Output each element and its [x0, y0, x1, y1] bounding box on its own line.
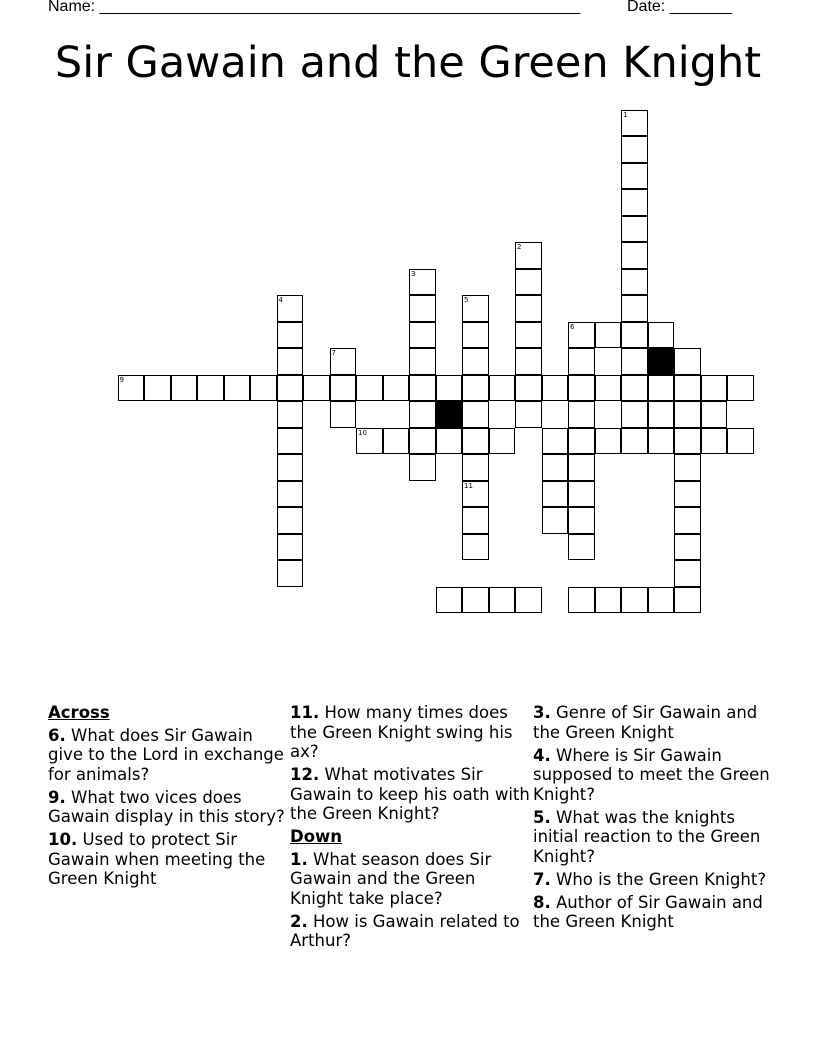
grid-cell[interactable] [277, 560, 304, 587]
grid-cell[interactable] [727, 428, 754, 455]
clue-number-label: 3 [411, 269, 416, 278]
grid-cell[interactable] [568, 534, 595, 561]
grid-cell[interactable] [701, 375, 728, 402]
clue-number-label: 1 [623, 110, 628, 119]
grid-cell[interactable] [144, 375, 171, 402]
grid-cell[interactable] [648, 322, 675, 349]
grid-cell[interactable] [462, 295, 489, 322]
grid-cell[interactable] [409, 322, 436, 349]
grid-cell[interactable] [515, 587, 542, 614]
across-heading: Across [48, 703, 110, 722]
across-clue-10 [48, 830, 288, 889]
grid-cell[interactable] [568, 348, 595, 375]
clue-number: 1. [290, 849, 308, 869]
grid-cell[interactable] [409, 295, 436, 322]
grid-cell[interactable] [462, 454, 489, 481]
down-heading: Down [290, 827, 343, 846]
date-field-line: Date: _______ [627, 0, 732, 15]
clue-text: What was the knights initial reaction to the Green Knight? [533, 807, 761, 866]
grid-cell[interactable] [277, 454, 304, 481]
grid-cell[interactable] [621, 295, 648, 322]
grid-cell[interactable] [674, 348, 701, 375]
grid-cell[interactable] [489, 375, 516, 402]
clue-column-1 [48, 703, 288, 892]
grid-cell[interactable] [568, 481, 595, 508]
grid-cell[interactable] [224, 375, 251, 402]
grid-cell[interactable] [674, 401, 701, 428]
grid-cell[interactable] [674, 587, 701, 614]
grid-cell[interactable] [462, 322, 489, 349]
clue-number: 3. [533, 703, 551, 722]
grid-cell[interactable] [621, 587, 648, 614]
clue-text: What motivates Sir Gawain to keep his oath with the Green Knight? [290, 765, 530, 823]
black-cell [648, 348, 675, 375]
grid-cell[interactable] [568, 375, 595, 402]
grid-cell[interactable] [436, 428, 463, 455]
grid-cell[interactable] [674, 454, 701, 481]
grid-cell[interactable] [489, 428, 516, 455]
grid-cell[interactable] [462, 534, 489, 561]
clue-text: Used to protect Sir Gawain when meeting the Green Knight [48, 830, 266, 888]
grid-cell[interactable] [727, 375, 754, 402]
grid-cell[interactable] [621, 322, 648, 349]
name-field-line: Name: ______________________________________________________ [48, 0, 581, 15]
grid-cell[interactable] [621, 348, 648, 375]
grid-cell[interactable] [515, 242, 542, 269]
grid-cell[interactable] [674, 507, 701, 534]
grid-cell[interactable] [277, 534, 304, 561]
grid-cell[interactable] [250, 375, 277, 402]
grid-cell[interactable] [356, 428, 383, 455]
grid-cell[interactable] [621, 428, 648, 455]
clue-number: 6. [48, 725, 66, 745]
grid-cell[interactable] [542, 481, 569, 508]
clue-text: What two vices does Gawain display in this story? [48, 787, 285, 826]
grid-cell[interactable] [542, 507, 569, 534]
across-clue-6 [48, 726, 288, 785]
clue-text: How is Gawain related to Arthur? [290, 911, 520, 950]
grid-cell[interactable] [542, 428, 569, 455]
across-clue-12 [290, 765, 530, 824]
grid-cell[interactable] [542, 454, 569, 481]
grid-cell[interactable] [409, 269, 436, 296]
grid-cell[interactable] [277, 481, 304, 508]
grid-cell[interactable] [277, 507, 304, 534]
grid-cell[interactable] [330, 375, 357, 402]
down-clue-3 [533, 703, 773, 742]
clue-number: 10. [48, 830, 78, 849]
grid-cell[interactable] [621, 242, 648, 269]
grid-cell[interactable] [515, 322, 542, 349]
down-clue-5 [533, 808, 773, 867]
clue-column-2 [290, 703, 530, 954]
grid-cell[interactable] [383, 428, 410, 455]
grid-cell[interactable] [568, 428, 595, 455]
grid-cell[interactable] [648, 587, 675, 614]
down-clue-7 [533, 870, 773, 890]
grid-cell[interactable] [701, 428, 728, 455]
down-clue-2 [290, 912, 530, 951]
clue-number: 8. [533, 892, 551, 912]
grid-cell[interactable] [383, 375, 410, 402]
clue-number: 12. [290, 765, 320, 784]
grid-cell[interactable] [568, 454, 595, 481]
grid-cell[interactable] [515, 348, 542, 375]
grid-cell[interactable] [330, 348, 357, 375]
grid-cell[interactable] [568, 322, 595, 349]
grid-cell[interactable] [621, 189, 648, 216]
clue-number: 11. [290, 703, 320, 722]
grid-cell[interactable] [436, 375, 463, 402]
clue-text: Author of Sir Gawain and the Green Knight [533, 892, 763, 931]
grid-cell[interactable] [701, 401, 728, 428]
grid-cell[interactable] [674, 534, 701, 561]
grid-cell[interactable] [436, 587, 463, 614]
grid-cell[interactable] [621, 136, 648, 163]
clue-number-label: 4 [278, 296, 283, 304]
grid-cell[interactable] [277, 348, 304, 375]
grid-cell[interactable] [568, 587, 595, 614]
clue-text: Where is Sir Gawain supposed to meet the Green Knight? [533, 745, 770, 804]
across-clue-9 [48, 788, 288, 827]
grid-cell[interactable] [489, 587, 516, 614]
grid-cell[interactable] [462, 428, 489, 455]
grid-cell[interactable] [515, 375, 542, 402]
grid-cell[interactable] [277, 401, 304, 428]
grid-cell[interactable] [197, 375, 224, 402]
grid-cell[interactable] [568, 507, 595, 534]
grid-cell[interactable] [542, 375, 569, 402]
grid-cell[interactable] [595, 375, 622, 402]
grid-cell[interactable] [277, 322, 304, 349]
grid-cell[interactable] [462, 481, 489, 508]
grid-cell[interactable] [621, 269, 648, 296]
grid-cell[interactable] [409, 348, 436, 375]
grid-cell[interactable] [621, 163, 648, 190]
grid-cell[interactable] [595, 322, 622, 349]
clue-number: 7. [533, 869, 551, 889]
clue-number-label: 6 [570, 322, 575, 331]
clue-number-label: 7 [331, 349, 336, 357]
grid-cell[interactable] [462, 375, 489, 402]
grid-cell[interactable] [356, 375, 383, 402]
clue-number: 4. [533, 745, 551, 765]
grid-cell[interactable] [462, 587, 489, 614]
down-clue-4 [533, 746, 773, 805]
grid-cell[interactable] [515, 269, 542, 296]
clue-number-label: 11 [464, 481, 473, 490]
grid-cell[interactable] [409, 401, 436, 428]
clue-number: 2. [290, 911, 308, 931]
grid-cell[interactable] [648, 428, 675, 455]
clue-number-label: 2 [517, 243, 522, 251]
grid-cell[interactable] [409, 454, 436, 481]
grid-cell[interactable] [674, 428, 701, 455]
down-clue-8 [533, 893, 773, 932]
clue-number-label: 10 [358, 428, 367, 437]
down-clue-1 [290, 850, 530, 909]
grid-cell[interactable] [595, 587, 622, 614]
clue-text: What does Sir Gawain give to the Lord in exchange for animals? [48, 725, 284, 784]
grid-cell[interactable] [568, 401, 595, 428]
grid-cell[interactable] [621, 375, 648, 402]
grid-cell[interactable] [621, 401, 648, 428]
clue-number-label: 5 [464, 296, 469, 304]
clue-number-label: 9 [119, 375, 124, 384]
clue-text: Genre of Sir Gawain and the Green Knight [533, 703, 758, 742]
clue-column-3 [533, 703, 773, 935]
grid-cell[interactable] [330, 401, 357, 428]
clue-number: 9. [48, 787, 66, 807]
clue-text: How many times does the Green Knight swing his ax? [290, 703, 513, 761]
grid-cell[interactable] [409, 375, 436, 402]
grid-cell[interactable] [621, 110, 648, 137]
grid-cell[interactable] [277, 428, 304, 455]
grid-cell[interactable] [674, 560, 701, 587]
grid-cell[interactable] [303, 375, 330, 402]
grid-cell[interactable] [277, 295, 304, 322]
grid-cell[interactable] [515, 401, 542, 428]
clue-text: What season does Sir Gawain and the Green Knight take place? [290, 849, 492, 908]
grid-cell[interactable] [409, 428, 436, 455]
grid-cell[interactable] [621, 216, 648, 243]
grid-cell[interactable] [462, 348, 489, 375]
clue-text: Who is the Green Knight? [556, 869, 767, 889]
grid-cell[interactable] [595, 428, 622, 455]
clue-number: 5. [533, 807, 551, 827]
grid-cell[interactable] [648, 401, 675, 428]
grid-cell[interactable] [674, 375, 701, 402]
black-cell [436, 401, 463, 428]
grid-cell[interactable] [674, 481, 701, 508]
grid-cell[interactable] [277, 375, 304, 402]
across-clue-11 [290, 703, 530, 762]
grid-cell[interactable] [515, 295, 542, 322]
grid-cell[interactable] [462, 507, 489, 534]
grid-cell[interactable] [171, 375, 198, 402]
grid-cell[interactable] [118, 375, 145, 402]
grid-cell[interactable] [648, 375, 675, 402]
page-title: Sir Gawain and the Green Knight [54, 38, 762, 88]
grid-cell[interactable] [462, 401, 489, 428]
